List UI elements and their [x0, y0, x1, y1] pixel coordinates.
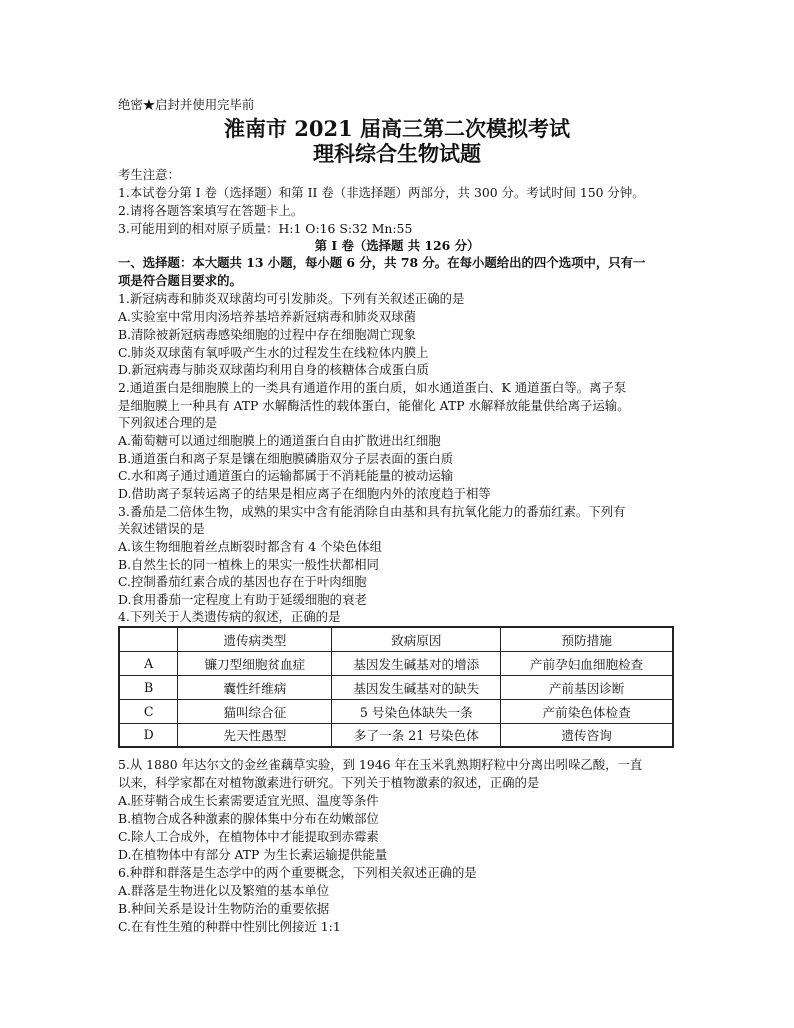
table-cell: 基因发生碱基对的增添 [332, 651, 501, 675]
option-a: A.实验室中常用肉汤培养基培养新冠病毒和肺炎双球菌 [118, 309, 416, 324]
table-cell: 多了一条 21 号染色体 [332, 723, 501, 747]
question-stem: 下列叙述合理的是 [118, 415, 218, 430]
table-row [119, 675, 673, 699]
question-stem: 2.通道蛋白是细胞膜上的一类具有通道作用的蛋白质，如水通道蛋白、K 通道蛋白等。离子泵 [118, 380, 627, 395]
table-cell: 产前染色体检查 [501, 699, 673, 723]
option-c: C.除人工合成外，在植物体中才能提取到赤霉素 [118, 829, 379, 844]
question-stem: 6.种群和群落是生态学中的两个重要概念，下列相关叙述正确的是 [118, 865, 477, 880]
table-cell: 囊性纤维病 [178, 675, 332, 699]
option-d: D.食用番茄一定程度上有助于延缓细胞的衰老 [118, 592, 367, 607]
section-title: 第 I 卷（选择题 共 126 分） [314, 238, 480, 253]
option-c: C.肺炎双球菌有氧呼吸产生水的过程发生在线粒体内膜上 [118, 345, 429, 360]
option-a: A.该生物细胞着丝点断裂时都含有 4 个染色体组 [118, 539, 383, 554]
option-b: B.植物合成各种激素的腺体集中分布在幼嫩部位 [118, 811, 379, 826]
table-cell: 产前孕妇血细胞检查 [501, 651, 673, 675]
option-b: B.通道蛋白和离子泵是镶在细胞膜磷脂双分子层表面的蛋白质 [118, 451, 454, 466]
table-row [119, 699, 673, 723]
question-stem: 4.下列关于人类遗传病的叙述，正确的是 [118, 609, 341, 624]
option-a: A.群落是生物进化以及繁殖的基本单位 [118, 883, 330, 898]
secret-mark: 绝密★启封并使用完毕前 [118, 97, 255, 112]
option-c: C.在有性生殖的种群中性别比例接近 1:1 [118, 919, 341, 934]
table-cell: 基因发生碱基对的缺失 [332, 675, 501, 699]
table-header-cell [119, 627, 178, 651]
notes-heading: 考生注意： [118, 167, 180, 182]
option-c: C.控制番茄红素合成的基因也存在于叶肉细胞 [118, 574, 367, 589]
table-header-cell: 遗传病类型 [178, 627, 332, 651]
genetic-disease-table [118, 626, 674, 748]
table-cell: 猫叫综合征 [178, 699, 332, 723]
table-row [119, 651, 673, 675]
exam-title: 淮南市 2021 届高三第二次模拟考试 [223, 116, 571, 141]
option-d: D.借助离子泵转运离子的结果是相应离子在细胞内外的浓度趋于相等 [118, 486, 491, 501]
note-item: 2.请将各题答案填写在答题卡上。 [118, 203, 304, 218]
option-d: D.新冠病毒与肺炎双球菌均利用自身的核糖体合成蛋白质 [118, 362, 429, 377]
question-stem: 1.新冠病毒和肺炎双球菌均可引发肺炎。下列有关叙述正确的是 [118, 291, 465, 306]
table-cell: D [119, 723, 178, 747]
table-cell: 5 号染色体缺失一条 [332, 699, 501, 723]
option-b: B.自然生长的同一植株上的果实一般性状都相同 [118, 557, 379, 572]
table-header-cell: 预防措施 [501, 627, 673, 651]
table-row [119, 723, 673, 747]
exam-subtitle: 理科综合生物试题 [313, 141, 481, 166]
table-cell: 先天性愚型 [178, 723, 332, 747]
question-stem: 关叙述错误的是 [118, 521, 205, 536]
table-cell: B [119, 675, 178, 699]
note-item: 3.可能用到的相对原子质量：H:1 O:16 S:32 Mn:55 [118, 221, 413, 236]
question-stem: 是细胞膜上一种具有 ATP 水解酶活性的载体蛋白，能催化 ATP 水解释放能量供给离子运输。 [118, 398, 630, 413]
option-a: A.胚芽鞘合成生长素需要适宜光照、温度等条件 [118, 793, 379, 808]
option-b: B.清除被新冠病毒感染细胞的过程中存在细胞凋亡现象 [118, 327, 417, 342]
option-a: A.葡萄糖可以通过细胞膜上的通道蛋白自由扩散进出红细胞 [118, 433, 441, 448]
section-instruction: 项是符合题目要求的。 [118, 273, 242, 288]
question-stem: 3.番茄是二倍体生物，成熟的果实中含有能消除自由基和具有抗氧化能力的番茄红素。下列有 [118, 504, 626, 519]
table-cell: 产前基因诊断 [501, 675, 673, 699]
table-header-row [119, 627, 673, 651]
option-c: C.水和离子通过通道蛋白的运输都属于不消耗能量的被动运输 [118, 468, 454, 483]
table-header-cell: 致病原因 [332, 627, 501, 651]
option-b: B.种间关系是设计生物防治的重要依据 [118, 901, 330, 916]
table-cell: 镰刀型细胞贫血症 [178, 651, 332, 675]
question-stem: 5.从 1880 年达尔文的金丝雀藕草实验，到 1946 年在玉米乳熟期籽粒中分离出吲哚乙酸，一直 [118, 757, 643, 772]
option-d: D.在植物体中有部分 ATP 为生长素运输提供能量 [118, 847, 388, 862]
table-cell: A [119, 651, 178, 675]
table-cell: 遗传咨询 [501, 723, 673, 747]
table-cell: C [119, 699, 178, 723]
note-item: 1.本试卷分第 I 卷（选择题）和第 II 卷（非选择题）两部分，共 300 分。考试时间 150 分钟。 [118, 185, 645, 200]
section-instruction: 一、选择题：本大题共 13 小题，每小题 6 分，共 78 分。在每小题给出的四个选项中，只有一 [118, 255, 646, 270]
question-stem: 以来，科学家都在对植物激素进行研究。下列关于植物激素的叙述，正确的是 [118, 775, 540, 790]
